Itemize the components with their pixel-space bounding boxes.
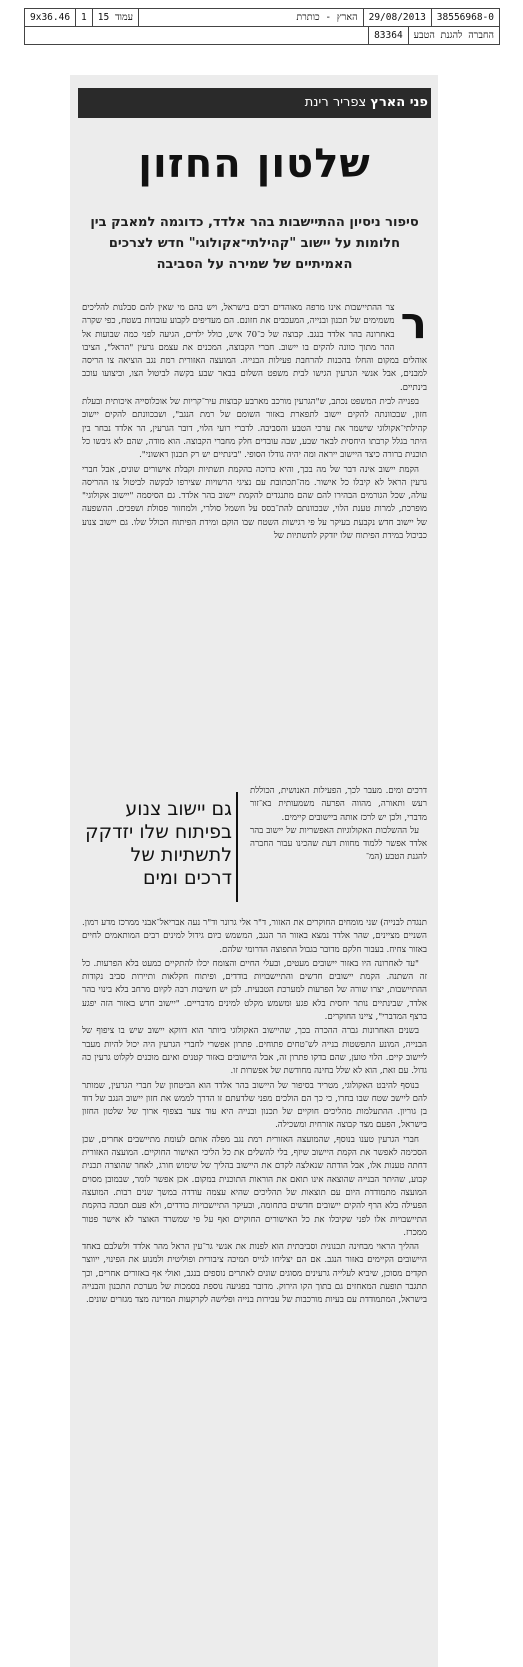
client-name: החברה להגנת הטבע [408, 27, 499, 44]
rubric [305, 95, 428, 110]
rubric-section: פני הארץ [370, 95, 428, 110]
paragraph-7: בנוסף להיבט האקולוגי, מטריד בסיפור של היישוב בהר אלדד הוא הביטחון של חברי הגרעין, שמותר להם ליישב שטח שבו בחרו, כי כך הם הולכים מפני שלדעתם זו הדרך לממש את חזון יישוב הנגב של דוד בן גוריון. ההתעלמות מהליכים חוקיים של תכנון ובנייה היא עוד צעד בצפוף ארוך של שלטון החזון בישראל, הפעם מצד קבוצה אזרחית ומשכילה. [82, 1080, 427, 1131]
clipping-id: 38556968-0 [431, 9, 499, 26]
pull-quote-rule [236, 792, 238, 902]
narrow-column [250, 785, 427, 865]
subtitle: סיפור ניסיון ההתיישבות בהר אלדד, כדוגמה למאבק בין חלומות על יישוב "קהילתי־אקולוגי" חדש לצרכים האמיתיים של שמירה על הסביבה [90, 215, 419, 272]
clipping-header-row-2 [25, 27, 499, 44]
rubric-author: צפריר רינת [304, 95, 367, 110]
clipping-header-row-1 [25, 9, 499, 27]
article-body-top [82, 298, 427, 544]
paragraph-8: חברי הגרעין טענו בנוסף, שהמועצה האזורית רמת נגב מפלה אותם לעומת מתיישבים אחרים, שכן הסכימה לאפשר את הקמת היישוב שיזף, בלי להשלים את כל הליכי האישור החוקיים. המועצה האזורית דחתה טענות אלו, אבל הודתה שנאלצה לקדם את היישוב בהליך של שימוש חורג, לאחר שהוצרה תכנית קבוע, שהיתר הבנייה שהוצאה אינו תואם את הוראות התוכנית במקום. אכן אפשר לומר, שבמובן מסוים המועצה מתמודדת היום עם תוצאות של תהליכים שהיא עצמה עודדה במשך שנים רבות. המועצה הפעילה בלא הרף להקים יישובים חדשים בתחומה, ובעיקר התיישבויות בודדים, ולא פעם תמכה בהקמת התיישבויות אלו לפני שקיבלו את כל האישורים החוקיים ואף על פי שמשרד האוצר לא אישר פטור ממכרז. [82, 1134, 427, 1238]
article-body-bottom [82, 917, 427, 1309]
narrow-paragraph-2: על ההשלכות האקולוגיות האפשריות של יישוב בהר אלדד אפשר ללמוד מחוות דעת שהכינו עבור החברה להגנת הטבע (המ־ [250, 825, 427, 863]
drop-cap: ר [400, 298, 427, 349]
narrow-paragraph-1: דרכים ומים. מעבר לכך, הפעילות האנושית, הכוללת רעש ותאורה, מהווה הפרעה משמעותית בא־זור מדברי, ולכן יש לרכז אותה ביישובים קיימים. [250, 786, 427, 823]
clipping-size: 9x36.46 [30, 12, 71, 23]
paragraph-2: בפנייה לבית המשפט נכתב, ש"הגרעין מורכב מארבע קבוצות עיר־קריות של אוכלוסייה איכותית ובעלת חזון, שבכוונתה להקים יישוב לתפארת באזור השומם של רמת הנגב", ושבכוונתם להקים יישוב קהילתי־אקולוגי שישמר את ערכי הטבע והסביבה. לדברי רועי הלוי, דובר הגרעין, הר אלדד נבחר בין היתר בגלל קרבתו היחסית לבאר שבע, שבה עובדים חלק מחברי הקבוצה. הוא מודה, שהם לא גיבשו כל תוכנית ברורה כיצד היישוב ייראה ומה יהיה גודלו הסופי. "בינתיים יש רק תכנון ראשוני". [82, 397, 427, 461]
clipping-page-index: 1 [75, 9, 92, 26]
paragraph-5: "עד לאחרונה היו באזור יישובים מעטים, ובעלי החיים והצומח יכלו להתקיים כמעט בלא הפרעות. כל זה השתנה. הקמת יישובים חדשים והתיישבויות בודדים, ופיתוח חקלאות ותיירות סביב נקודות ההתיישבות, יצרו שורה של הפרעות למערכת הטבעית. לכן יש חשיבות רבה לקיום מרחב בלא בינוי בהר אלדד, שבינתיים נותר יחסית בלא פגע ומשמש מקלט למינים מדבריים. "יישוב חדש באזור הזה יפגע ברצף המדברי", ציינו החוקרים. [82, 958, 427, 1023]
headline: שלטון החזון [138, 141, 371, 187]
clipping-source: הארץ - כותרת [138, 9, 363, 26]
paragraph-6: בשנים האחרונות גברה ההכרה בכך, שהיישוב האקולוגי ביותר הוא דווקא יישוב שיש בו ציפוף של הבנייה, המונע התפשטות בנייה לש־טחים פתוחים. פתרון אפשרי לחברי הגרעין היה יכול להיות מעבר ליישוב קיים. הלוי טוען, שהם בדקו פתרון זה, אבל היישובים באזור קטנים ואינם מוכנים לקלוט גרעין כה גדול. עם זאת, הוא לא שלל בחינה מחודשת של אפשרות זו. [82, 1026, 427, 1077]
paragraph-4: תנגדת לבנייה) שני מומחים החוקרים את האזור, ד"ר אלי גרונר וד"ר נעה אבריאל־אבני ממרכז מדע רמון. השניים מציינים, שהר אלדד נמצא באזור הר הנגב, המשמש כיום גידול למינים רבים המותאמים לחיים באזור צחיח. בעבור חלקם מדובר בגבול התפוצה הדרומי שלהם. [82, 918, 427, 955]
clipping-page-label: עמוד 15 [92, 9, 138, 26]
client-code: 83364 [368, 27, 408, 44]
header-spacer [25, 27, 368, 44]
paragraph-3: הקמת יישוב אינה דבר של מה בכך, והיא כרוכה בהקמת תשתיות וקבלת אישורים שונים, אבל חברי גרעין הראל לא קיבלו כל אישור. מה־תכתובת עם נציגי הרשויות שצירפו לבקשה לביטול צו ההריסה עולה, שכל הגורמים הבהירו להם שהם מתנגדים להקמת יישוב בהר אלדד. גם הסיסמה "יישוב אקולוגי" מופרכת, למרות טענת הלוי, שבכוונתם להת־בסס על חשמל סולרי, ולמחזור פסולת ושפכים. ההשפעה של יישוב חדש נקבעת בעיקר על פי רגישות השטח שבו הוקם ומידת הפיתוח הכולל שלו. גם יישוב צנוע כביכול במידת הפיתוח שלו יזדקק לתשתיות של [82, 464, 427, 542]
pull-quote: גם יישוב צנוע בפיתוח שלו יזדקק לתשתיות של דרכים ומים [85, 798, 232, 889]
paragraph-9: ההליך הראוי מבחינה תכנונית וסביבתית הוא לפנות את אנשי גר־עין הראל מהר אלדד ולשלבם באחד היישובים הקיימים באזור הנגב. אם הם יצליחו לגייס תמיכה ציבורית ופוליטית ולמנוע את הפינוי, ייווצר תקדים מסוכן, שיביא לעלייה גרעינים מסוגים שונים לאתרים נוספים בנגב, ואולי אף באזורים אחרים, וכך תתגבר תופעת המאחזים גם בתוך הקו הירוק. מדובר בפגיעה נוספת בסמכות של מערכת התכנון והבנייה בישראל, המתמודדת עם בעיות מורכבות של עבירות בנייה ופלישה לקרקעות המדינה מצד מגזרים שונים. [82, 1242, 427, 1306]
clipping-header [24, 8, 500, 45]
paragraph-1: צר ההתיישבות אינו מרפה מאוהדים רבים בישראל, ויש בהם מי שאין להם סבלנות להליכים משמימים של תכנון ובנייה, המעכבים את חזונם. הם מעדיפים לקבוע עובדות בשטח, כפי שקרה באחרונה בהר אלדד בנגב. קבוצה של כ־70 איש, כולל ילדים, הגיעה לפני כמה שבועות אל ההר מתוך כוונה להקים בו יישוב. חברי הקבוצה, המכנים את עצמם גרעין "הראל", הציבו אוהלים במקום והחלו בהכנות להרחבת פעילות הבנייה. המועצה האזורית רמת נגב הוציאה צו הריסה למבנים, אבל אנשי הגרעין הגישו לבית משפט השלום בבאר שבע בקשה לביטול הצו, וביצועו עוכב בינתיים. [82, 303, 427, 393]
clipping-date: 29/08/2013 [363, 9, 431, 26]
